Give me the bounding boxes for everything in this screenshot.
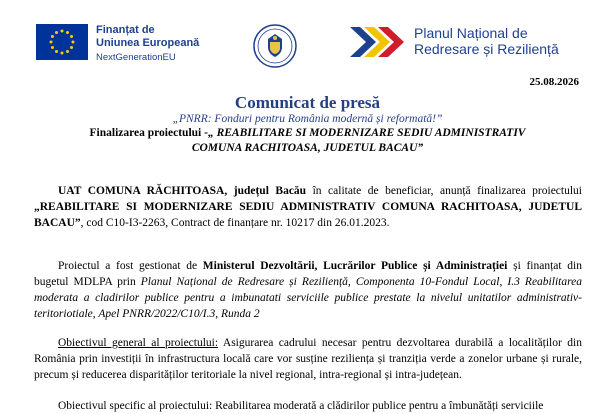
romanian-government-seal-icon xyxy=(253,24,297,68)
eu-star-icon xyxy=(70,46,73,49)
page-title: Comunicat de presă xyxy=(234,93,381,112)
release-date: 25.08.2026 xyxy=(529,76,579,88)
general-objective-text: Asigurarea cadrului necesar pentru dezvoltarea durabilă a localităților din România prin investiții în infrastructura locală care vor susține reziliența și tranziția verde a zonelor urbane și rurale, precum și reducerea disparităților teritoriale la nivel regional, intra-regional și intra-județean. xyxy=(34,337,582,381)
page-subtitle: „PNRR: Fonduri pentru România modernă și reformată!” xyxy=(172,113,443,125)
paragraph1-text2: , cod C10-I3-2263, Contract de finanțare nr. 10217 din 26.01.2023. xyxy=(80,217,390,229)
eu-star-icon xyxy=(61,52,64,55)
beneficiary-name: UAT COMUNA RĂCHITOASA, județul Bacău xyxy=(58,185,307,197)
eu-star-icon xyxy=(50,41,53,44)
eu-logo-line3: NextGenerationEU xyxy=(96,52,176,63)
project-title xyxy=(40,126,575,156)
eu-star-icon xyxy=(70,35,73,38)
eu-logo-text xyxy=(96,24,199,65)
general-objective-label: Obiectivul general al proiectului: xyxy=(58,337,219,349)
paragraph-specific-objective xyxy=(34,398,582,414)
program-name: Planul Național de Redresare și Reziliență, Componenta 10-Fondul Local, I.3 Reabilitarea moderata a cladirilor publice pentru a imbunatati serviciile publice prestate la nivelul unitatilor administrativ-teritoriotiale, Apel PNRR/2022/C10/I.3, Runda 2 xyxy=(34,276,582,320)
eu-star-icon xyxy=(66,50,69,53)
ministry-name: Ministerul Dezvoltării, Lucrărilor Publice și Administrației xyxy=(202,260,508,272)
eu-logo-line2: Uniunea Europeană xyxy=(96,37,200,49)
eu-star-icon xyxy=(51,46,54,49)
pnrr-chevron-icon xyxy=(350,25,406,59)
paragraph-announcement xyxy=(34,183,582,231)
paragraph2-text2: și finanțat din bugetul MDLPA prin xyxy=(34,260,582,288)
project-name: „REABILITARE SI MODERNIZARE SEDIU ADMINISTRATIV COMUNA RACHITOASA, JUDETUL BACAU” xyxy=(34,201,582,229)
eu-flag-icon xyxy=(36,24,88,60)
eu-star-icon xyxy=(66,31,69,34)
eu-star-icon xyxy=(61,30,64,33)
project-title-prefix: Finalizarea proiectului - xyxy=(89,127,208,139)
specific-objective-text: Obiectivul specific al proiectului: Reabilitarea moderată a clădirilor publice pentru a îmbunătăți serviciile xyxy=(58,400,544,412)
eu-funding-logo xyxy=(36,24,199,65)
paragraph-management xyxy=(34,258,582,322)
pnrr-logo-text xyxy=(414,25,559,57)
project-title-name-line1: „ REABILITARE SI MODERNIZARE SEDIU ADMINISTRATIV xyxy=(207,127,526,139)
eu-logo-line1: Finanțat de xyxy=(96,24,155,36)
paragraph2-text1: Proiectul a fost gestionat de xyxy=(58,260,203,272)
paragraph1-text1: în calitate de beneficiar, anunță finalizarea proiectului xyxy=(306,185,582,197)
project-title-name-line2: COMUNA RACHITOASA, JUDETUL BACAU” xyxy=(191,142,424,154)
eu-star-icon xyxy=(55,31,58,34)
pnrr-logo xyxy=(350,25,559,59)
pnrr-logo-line1: Planul Național de xyxy=(414,25,528,41)
eu-star-icon xyxy=(51,35,54,38)
eu-star-icon xyxy=(55,50,58,53)
pnrr-logo-line2: Redresare și Reziliență xyxy=(414,41,559,57)
paragraph-general-objective xyxy=(34,335,582,383)
eu-star-icon xyxy=(72,41,75,44)
